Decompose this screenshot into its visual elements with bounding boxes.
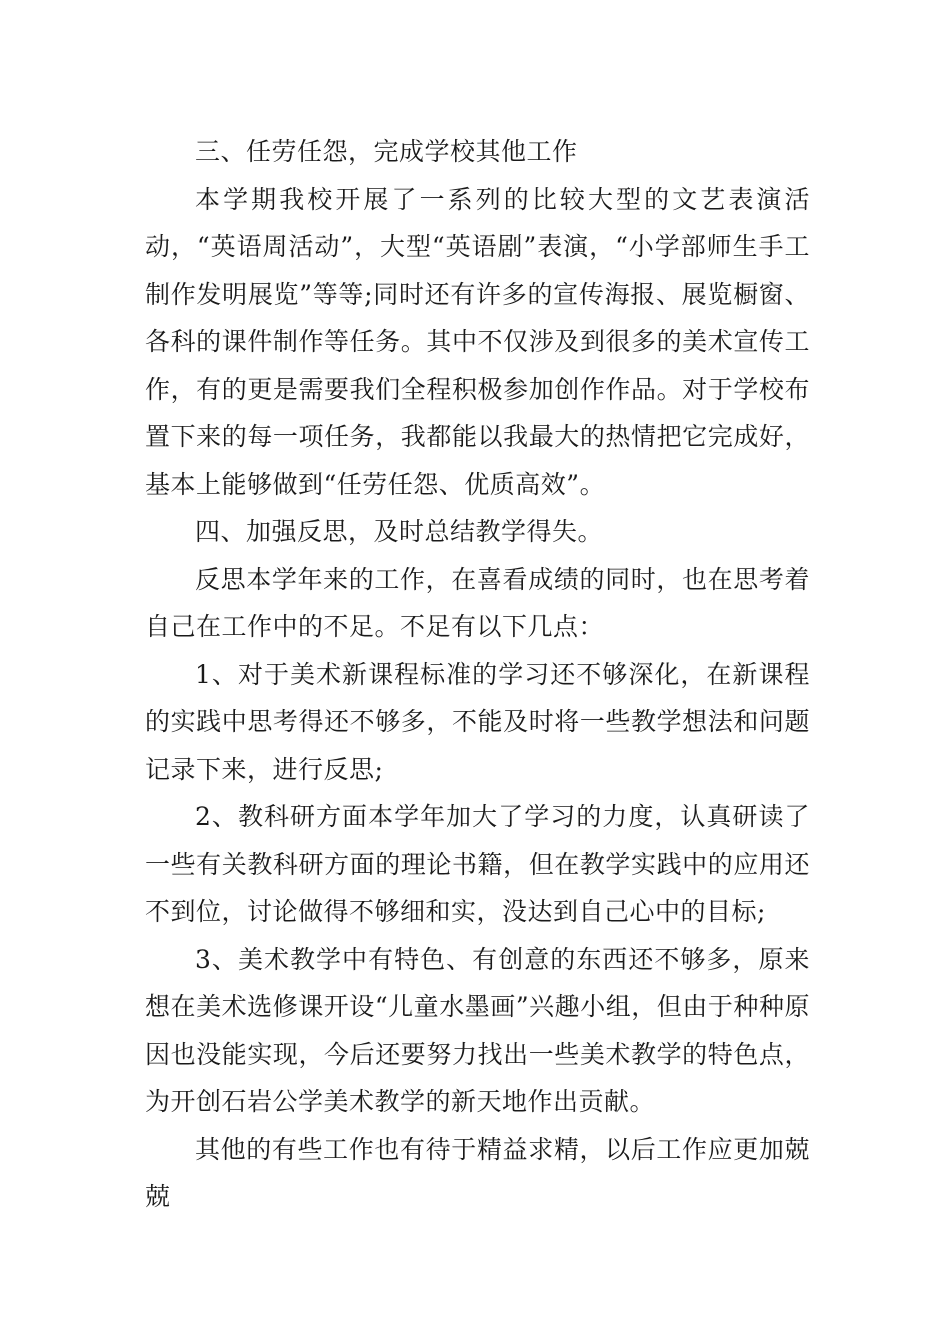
section-heading-3: 三、任劳任怨，完成学校其他工作 xyxy=(195,137,578,166)
paragraph-reflection-intro: 反思本学年来的工作，在喜看成绩的同时，也在思考着自己在工作中的不足。不足有以下几点： xyxy=(145,564,810,641)
list-item-1: 1、对于美术新课程标准的学习还不够深化，在新课程的实践中思考得还不够多，不能及时将一些教学想法和问题记录下来，进行反思; xyxy=(145,659,810,784)
section-heading-4: 四、加强反思，及时总结教学得失。 xyxy=(195,517,604,546)
paragraph-closing: 其他的有些工作也有待于精益求精，以后工作应更加兢兢 xyxy=(145,1134,810,1211)
document-body xyxy=(145,128,810,1221)
list-item-2: 2、教科研方面本学年加大了学习的力度，认真研读了一些有关教科研方面的理论书籍，但在教学实践中的应用还不到位，讨论做得不够细和实，没达到自己心中的目标; xyxy=(145,802,810,926)
paragraph-school-work: 本学期我校开展了一系列的比较大型的文艺表演活动，“英语周活动”，大型“英语剧”表演，“小学部师生手工制作发明展览”等等;同时还有许多的宣传海报、展览橱窗、各科的课件制作等任务。其中不仅涉及到很多的美术宣传工作，有的更是需要我们全程积极参加创作作品。对于学校布置下来的每一项任务，我都能以我最大的热情把它完成好，基本上能够做到“任劳任怨、优质高效”。 xyxy=(145,184,810,499)
list-item-3: 3、美术教学中有特色、有创意的东西还不够多，原来想在美术选修课开设“儿童水墨画”兴趣小组，但由于种种原因也没能实现，今后还要努力找出一些美术教学的特色点，为开创石岩公学美术教学的新天地作出贡献。 xyxy=(145,944,810,1116)
